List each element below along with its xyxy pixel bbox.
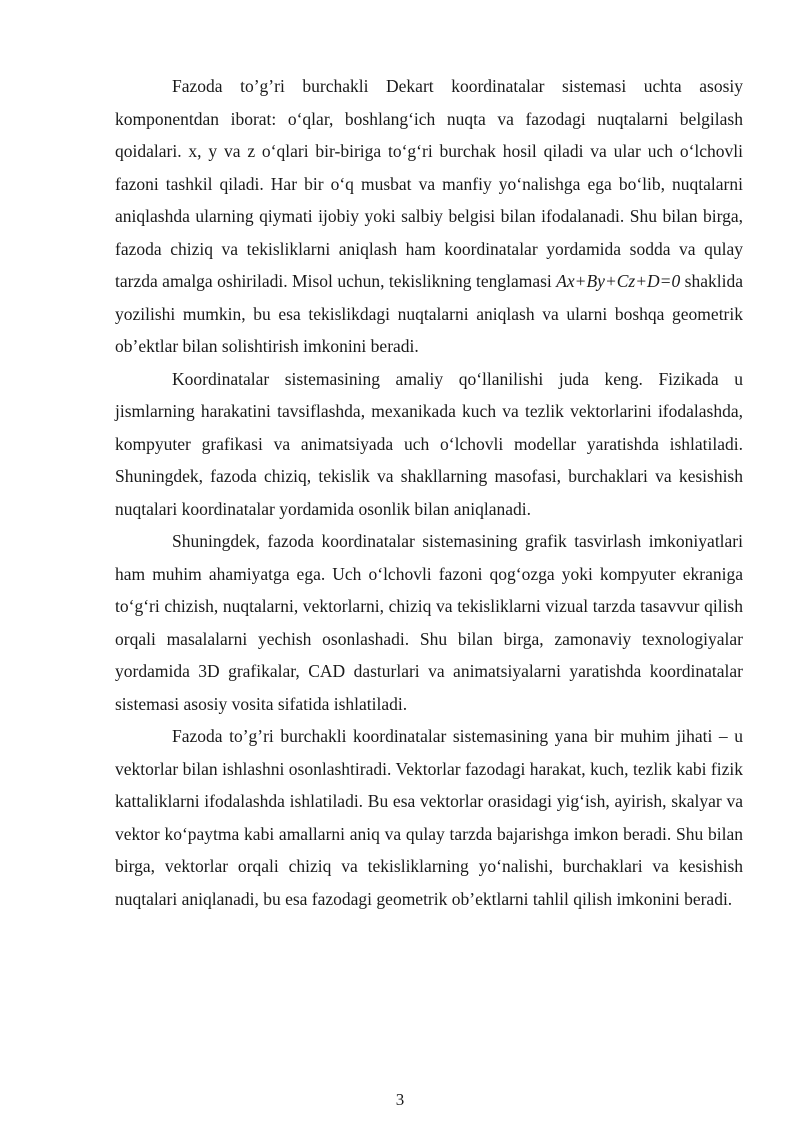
paragraph-1 <box>115 70 743 363</box>
paragraph-1-text-before: Fazoda to’g’ri burchakli Dekart koordinatalar sistemasi uchta asosiy komponentdan iborat: o‘qlar, boshlang‘ich nuqta va fazodagi nuqtalarni belgilash qoidalari. x, y va z o‘qlari bir-biriga to‘g‘ri burchak hosil qiladi va ular uch o‘lchovli fazoni tashkil qiladi. Har bir o‘q musbat va manfiy yo‘nalishga ega bo‘lib, nuqtalarni aniqlashda ularning qiymati ijobiy yoki salbiy belgisi bilan ifodalanadi. Shu bilan birga, fazoda chiziq va tekisliklarni aniqlash ham koordinatalar yordamida sodda va qulay tarzda amalga oshiriladi. Misol uchun, tekislikning tenglamasi <box>115 76 743 291</box>
paragraph-3: Shuningdek, fazoda koordinatalar sistemasining grafik tasvirlash imkoniyatlari ham muhim ahamiyatga ega. Uch o‘lchovli fazoni qog‘ozga yoki kompyuter ekraniga to‘g‘ri chizish, nuqtalarni, vektorlarni, chiziq va tekisliklarni vizual tarzda tasavvur qilish orqali masalalarni yechish osonlashadi. Shu bilan birga, zamonaviy texnologiyalar yordamida 3D grafikalar, CAD dasturlari va animatsiyalarni yaratishda koordinatalar sistemasi asosiy vosita sifatida ishlatiladi. <box>115 531 743 714</box>
page-number: 3 <box>395 1090 405 1109</box>
paragraph-4: Fazoda to’g’ri burchakli koordinatalar sistemasining yana bir muhim jihati – u vektorlar bilan ishlashni osonlashtiradi. Vektorlar fazodagi harakat, kuch, tezlik kabi fizik kattaliklarni ifodalashda ishlatiladi. Bu esa vektorlar orasidagi yig‘ish, ayirish, skalyar va vektor ko‘paytma kabi amallarni aniq va qulay tarzda bajarishga imkon beradi. Shu bilan birga, vektorlar orqali chiziq va tekisliklarning yo‘nalishi, burchaklari va kesishish nuqtalari aniqlanadi, bu esa fazodagi geometrik ob’ektlarni tahlil qilish imkonini beradi. <box>115 726 743 909</box>
paragraph-2: Koordinatalar sistemasining amaliy qo‘llanilishi juda keng. Fizikada u jismlarning harakatini tavsiflashda, mexanikada kuch va tezlik vektorlarini ifodalashda, kompyuter grafikasi va animatsiyada uch o‘lchovli modellar yaratishda ishlatiladi. Shuningdek, fazoda chiziq, tekislik va shakllarning masofasi, burchaklari va kesishish nuqtalari koordinatalar yordamida osonlik bilan aniqlanadi. <box>115 368 743 519</box>
paragraph-1-text-after: shaklida yozilishi mumkin, bu esa tekislikdagi nuqtalarni aniqlash va ularni boshqa geometrik ob’ektlar bilan solishtirish imkonini beradi. <box>115 271 744 356</box>
document-page <box>115 70 743 915</box>
plane-equation: Ax+By+Cz+D=0 <box>556 271 681 291</box>
